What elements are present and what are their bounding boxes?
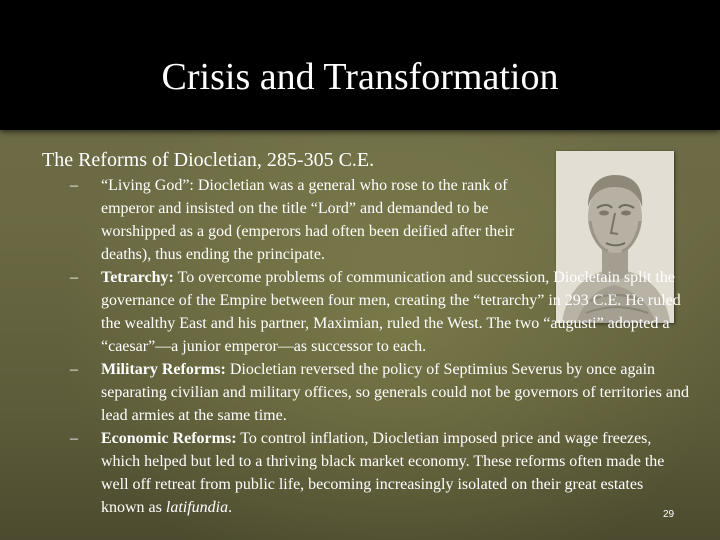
bullet-dash: – — [70, 269, 78, 286]
bullet-lead: Economic Reforms: — [101, 430, 237, 447]
bullet-lead: Military Reforms: — [101, 361, 226, 378]
bullet-text: To control inflation, Diocletian imposed price and wage freezes, which helped but led to a thriving black market economy. These reforms often made the well off retreat from public life, becoming increasingly isolated on their great estates known as — [101, 430, 665, 516]
bullet-text-wrap — [101, 361, 689, 424]
bullet-italic: latifundia — [165, 499, 229, 516]
bullet-list — [70, 174, 690, 519]
bullet-dash: – — [70, 430, 78, 447]
bullet-text-wrap — [101, 430, 664, 516]
bullet-lead: Tetrarchy: — [101, 269, 174, 286]
bullet-text: Diocletian reversed the policy of Septimius Severus by once again separating civilian and military offices, so generals could not be governors of territories and lead armies at the same time. — [101, 361, 689, 424]
bullet-military-reforms — [70, 358, 690, 427]
bullet-tetrarchy — [70, 266, 690, 358]
bullet-living-god — [70, 174, 561, 266]
slide-title: Crisis and Transformation — [161, 56, 559, 98]
bullet-text-wrap — [101, 269, 681, 355]
bullet-dash: – — [70, 177, 78, 194]
bullet-economic-reforms — [70, 427, 690, 519]
page-number: 29 — [663, 509, 675, 520]
section-heading: The Reforms of Diocletian, 285-305 C.E. — [42, 149, 375, 171]
bullet-dash: – — [70, 361, 78, 378]
bullet-tail: . — [228, 499, 233, 516]
bullet-text: To overcome problems of communication and succession, Diocletain split the governance of the Empire between four men, creating the “tetrarchy” in 293 C.E. He ruled the wealthy East and his partner, Maximian, ruled the West. The two “augusti” adopted a “caesar”—a junior emperor—as successor to each. — [101, 269, 681, 355]
title-band — [0, 0, 720, 130]
bullet-text: “Living God”: Diocletian was a general who rose to the rank of emperor and insisted on the title “Lord” and demanded to be worshipped as a god (emperors had often been deified after their deaths), thus ending the principate. — [101, 177, 515, 263]
